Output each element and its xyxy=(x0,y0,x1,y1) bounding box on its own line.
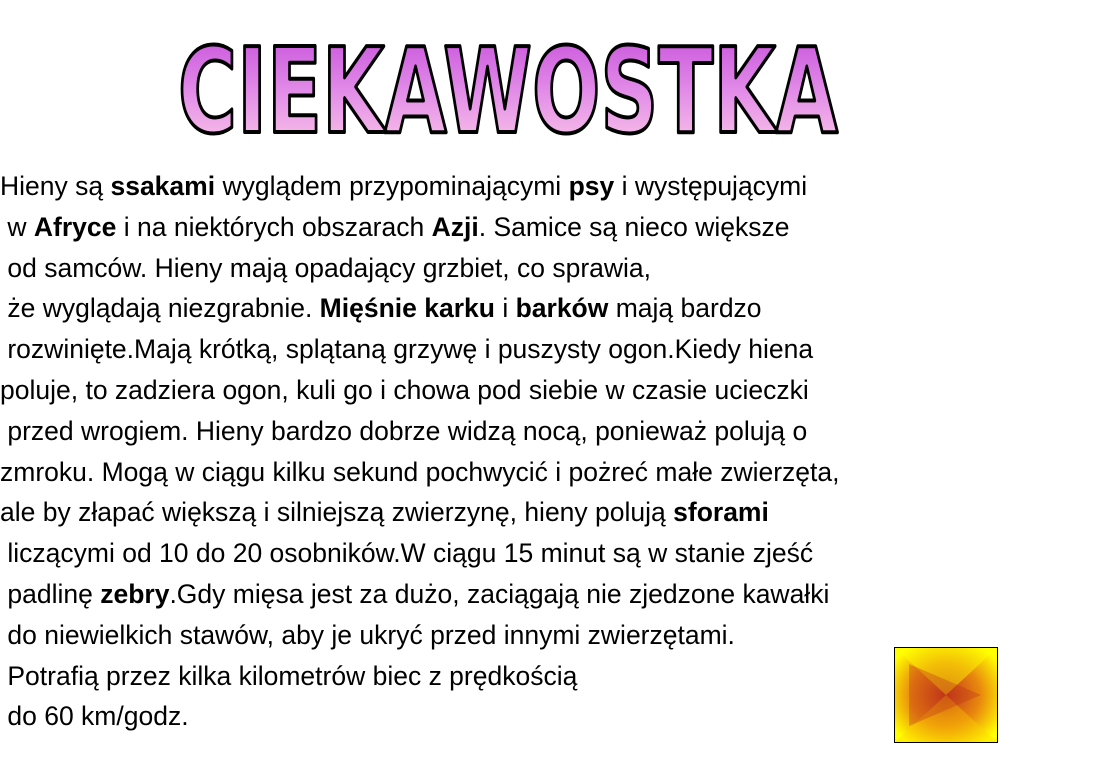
text-run: Potrafią przez kilka kilometrów biec z prędkością xyxy=(0,660,578,691)
text-line xyxy=(0,533,1100,574)
text-run: w xyxy=(0,211,34,242)
title-text: CIEKAWOSTKA xyxy=(178,22,838,160)
text-line xyxy=(0,329,1100,370)
text-line xyxy=(0,411,1100,452)
text-run: i występującymi xyxy=(614,171,808,201)
bold-term: ssakami xyxy=(110,171,216,201)
text-line xyxy=(0,492,1100,533)
text-run: i xyxy=(494,293,516,324)
text-run: liczącymi od 10 do 20 osobników.W ciągu 15 minut są w stanie zjeść xyxy=(0,538,814,569)
text-run: do niewielkich stawów, aby je ukryć przed innymi zwierzętami. xyxy=(0,619,735,650)
bold-term: sforami xyxy=(673,497,769,528)
text-run: . Samice są nieco większe xyxy=(478,211,790,242)
bold-term: Azji xyxy=(431,211,479,242)
next-slide-button[interactable] xyxy=(894,647,998,743)
text-run: poluje, to zadziera ogon, kuli go i chowa pod siebie w czasie ucieczki xyxy=(0,374,809,405)
text-line xyxy=(0,166,1100,207)
text-run: Hieny są xyxy=(0,171,111,201)
arrow-right-icon xyxy=(895,648,997,742)
bold-term: psy xyxy=(568,171,615,201)
text-line xyxy=(0,574,1100,615)
text-run: .Gdy mięsa jest za dużo, zaciągają nie zjedzone kawałki xyxy=(169,578,830,609)
text-line xyxy=(0,248,1100,289)
text-run: rozwinięte.Mają krótką, splątaną grzywę i puszysty ogon.Kiedy hiena xyxy=(0,334,814,365)
text-run: ale by złapać większą i silniejszą zwierzynę, hieny polują xyxy=(0,497,674,528)
text-run: wyglądem przypominającymi xyxy=(215,171,569,201)
text-line xyxy=(0,288,1100,329)
text-run: padlinę xyxy=(0,578,101,609)
text-line xyxy=(0,452,1100,493)
text-run: mają bardzo xyxy=(608,293,762,324)
text-run: od samców. Hieny mają opadający grzbiet, co sprawia, xyxy=(0,252,652,283)
text-run: zmroku. Mogą w ciągu kilku sekund pochwycić i pożreć małe zwierzęta, xyxy=(0,456,840,487)
text-run: i na niektórych obszarach xyxy=(116,211,432,242)
text-line xyxy=(0,207,1100,248)
bold-term: Mięśnie karku xyxy=(319,293,495,324)
slide-title xyxy=(168,0,848,160)
bold-term: Afryce xyxy=(33,211,117,242)
text-run: że wyglądają niezgrabnie. xyxy=(0,293,320,324)
text-run: do 60 km/godz. xyxy=(0,701,189,732)
title-wordart xyxy=(168,0,848,160)
bold-term: zebry xyxy=(100,578,170,609)
bold-term: barków xyxy=(515,293,609,324)
text-line xyxy=(0,370,1100,411)
text-run: przed wrogiem. Hieny bardzo dobrze widzą nocą, ponieważ polują o xyxy=(0,415,808,446)
